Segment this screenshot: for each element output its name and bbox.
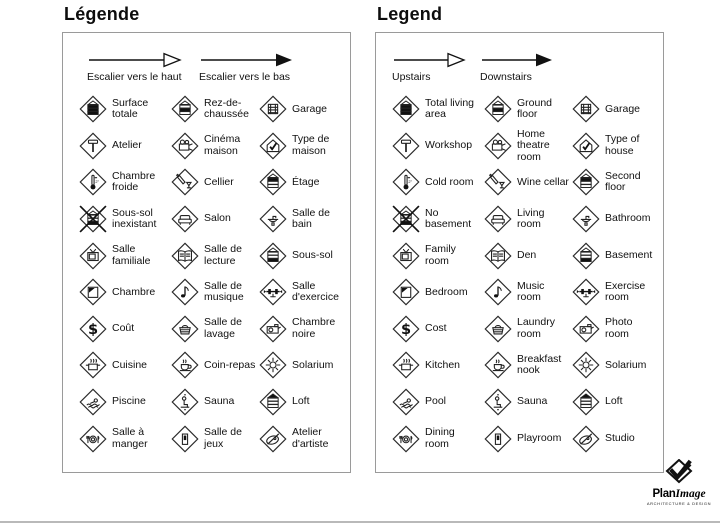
legend-item-label: Surface totale bbox=[112, 96, 149, 121]
legend-item-label: Sous-sol inexistant bbox=[112, 206, 157, 231]
legend-item-label: Cuisine bbox=[112, 358, 148, 371]
legend-item-label: Cinéma maison bbox=[204, 133, 241, 157]
legend-item-label: Salle familiale bbox=[112, 243, 151, 267]
legend-item-label: Exercise room bbox=[605, 279, 646, 304]
legend-item bbox=[171, 237, 259, 274]
legend-item bbox=[259, 311, 349, 348]
floors-top-icon bbox=[259, 168, 287, 196]
downstairs-arrow-icon bbox=[199, 51, 295, 69]
sun-icon bbox=[259, 351, 287, 379]
garage-icon bbox=[259, 95, 287, 123]
legend-grid-french bbox=[79, 91, 350, 457]
camera-icon bbox=[259, 315, 287, 343]
barbell-icon bbox=[572, 278, 600, 306]
legend-item bbox=[259, 420, 349, 457]
legend-item-label: Salle d'exercice bbox=[292, 279, 339, 304]
legend-item bbox=[484, 91, 572, 128]
legend-item-label: Atelier d'artiste bbox=[292, 426, 329, 450]
legend-item bbox=[484, 311, 572, 348]
legend-item bbox=[484, 128, 572, 165]
downstairs-arrow-item bbox=[199, 51, 295, 83]
upstairs-arrow-label: Upstairs bbox=[392, 71, 431, 83]
legend-item-label: Bathroom bbox=[605, 212, 651, 225]
legend-item-label: Workshop bbox=[425, 139, 473, 152]
legend-item-label: Cellier bbox=[204, 175, 234, 188]
upstairs-arrow-icon bbox=[392, 51, 466, 69]
legend-item bbox=[79, 164, 171, 201]
arrows-row-french bbox=[87, 51, 350, 83]
hammer-icon bbox=[392, 132, 420, 160]
legend-item bbox=[171, 347, 259, 384]
legend-item bbox=[259, 201, 349, 238]
legend-item bbox=[259, 91, 349, 128]
legend-item bbox=[259, 384, 349, 421]
floors-bottom-icon bbox=[259, 242, 287, 270]
cup-icon bbox=[484, 351, 512, 379]
upstairs-arrow-item bbox=[87, 51, 183, 83]
legend-item bbox=[572, 274, 662, 311]
legend-item-label: Laundry room bbox=[517, 316, 555, 340]
legend-item bbox=[572, 384, 662, 421]
legend-item-label: Chambre froide bbox=[112, 169, 156, 194]
dining-icon bbox=[79, 425, 107, 453]
legend-item-label: Salon bbox=[204, 212, 231, 225]
upstairs-arrow-item bbox=[392, 51, 466, 83]
legend-item bbox=[572, 311, 662, 348]
legend-item bbox=[79, 201, 171, 238]
floors-all-icon bbox=[392, 95, 420, 123]
sauna-icon bbox=[484, 388, 512, 416]
svg-text:2°: 2° bbox=[408, 179, 413, 185]
music-note-icon bbox=[484, 278, 512, 306]
legend-item-label: Salle à manger bbox=[112, 426, 148, 450]
planimage-tagline: ARCHITECTURE & DESIGN bbox=[646, 501, 712, 506]
upstairs-arrow-label: Escalier vers le haut bbox=[87, 71, 182, 83]
legend-item bbox=[572, 91, 662, 128]
legend-item bbox=[171, 164, 259, 201]
legend-item-label: Playroom bbox=[517, 431, 562, 444]
legend-item bbox=[392, 164, 484, 201]
sink-icon bbox=[259, 205, 287, 233]
legend-item-label: Type de maison bbox=[292, 133, 330, 157]
legend-item bbox=[484, 274, 572, 311]
legend-item-label: Bedroom bbox=[425, 285, 468, 298]
legend-item bbox=[484, 237, 572, 274]
projector-icon bbox=[171, 132, 199, 160]
legend-item bbox=[484, 420, 572, 457]
floors-roof-icon bbox=[259, 388, 287, 416]
washer-icon bbox=[171, 315, 199, 343]
legend-item bbox=[171, 311, 259, 348]
legend-item bbox=[392, 384, 484, 421]
legend-item-label: Living room bbox=[517, 206, 545, 231]
thermometer-icon bbox=[392, 168, 420, 196]
legend-item bbox=[79, 384, 171, 421]
legend-item-label: Den bbox=[517, 248, 537, 261]
book-icon bbox=[171, 242, 199, 270]
floors-roof-icon bbox=[572, 388, 600, 416]
legend-item bbox=[572, 164, 662, 201]
brand-plan: Plan bbox=[652, 488, 676, 500]
legend-item-label: Salle de lavage bbox=[204, 316, 242, 340]
svg-text:$: $ bbox=[400, 322, 412, 339]
legend-item bbox=[392, 347, 484, 384]
barbell-icon bbox=[259, 278, 287, 306]
legend-item bbox=[484, 347, 572, 384]
legend-item-label: Family room bbox=[425, 243, 456, 267]
upstairs-arrow-icon bbox=[87, 51, 183, 69]
palette-icon bbox=[259, 425, 287, 453]
bed-icon bbox=[79, 278, 107, 306]
floors-bottom-icon bbox=[572, 242, 600, 270]
legend-item bbox=[171, 274, 259, 311]
wine-icon bbox=[171, 168, 199, 196]
pot-icon bbox=[79, 351, 107, 379]
panel-title-english: Legend bbox=[377, 4, 443, 24]
legend-item bbox=[259, 347, 349, 384]
legend-item bbox=[259, 128, 349, 165]
garage-icon bbox=[572, 95, 600, 123]
legend-item-label: Music room bbox=[517, 279, 545, 304]
legend-item bbox=[171, 420, 259, 457]
legend-item bbox=[171, 384, 259, 421]
downstairs-arrow-label: Downstairs bbox=[480, 71, 532, 83]
legend-item bbox=[484, 384, 572, 421]
bed-icon bbox=[392, 278, 420, 306]
legend-item bbox=[171, 91, 259, 128]
legend-item-label: Sous-sol bbox=[292, 248, 333, 261]
legend-item-label: Dining room bbox=[425, 426, 455, 450]
legend-item-label: Coût bbox=[112, 322, 135, 335]
legend-item bbox=[572, 420, 662, 457]
domino-icon bbox=[171, 425, 199, 453]
legend-item-label: Piscine bbox=[112, 395, 146, 408]
legend-item-label: Garage bbox=[292, 102, 328, 115]
legend-item bbox=[79, 274, 171, 311]
legend-item bbox=[79, 420, 171, 457]
legend-item bbox=[79, 91, 171, 128]
diamond-check-icon bbox=[664, 459, 694, 491]
legend-item bbox=[572, 128, 662, 165]
downstairs-arrow-icon bbox=[480, 51, 554, 69]
camera-icon bbox=[572, 315, 600, 343]
legend-item-label: Sauna bbox=[517, 395, 548, 408]
legend-item-label: Photo room bbox=[605, 316, 633, 340]
legend-item bbox=[79, 311, 171, 348]
swimmer-icon bbox=[392, 388, 420, 416]
legend-item-label: Rez-de-chaussée bbox=[204, 96, 249, 121]
legend-item-label: Breakfast nook bbox=[517, 352, 562, 377]
legend-item bbox=[392, 237, 484, 274]
projector-icon bbox=[484, 132, 512, 160]
legend-item-label: Solarium bbox=[605, 358, 647, 371]
legend-item-label: Atelier bbox=[112, 139, 142, 152]
legend-item-label: Solarium bbox=[292, 358, 334, 371]
floors-top-icon bbox=[572, 168, 600, 196]
sofa-icon bbox=[171, 205, 199, 233]
planimage-brand bbox=[640, 489, 718, 500]
hammer-icon bbox=[79, 132, 107, 160]
no-basement-icon bbox=[392, 205, 420, 233]
planimage-logo bbox=[640, 459, 718, 506]
dollar-icon bbox=[392, 315, 420, 343]
legend-item-label: Sauna bbox=[204, 395, 235, 408]
legend-item bbox=[572, 237, 662, 274]
legend-item bbox=[392, 128, 484, 165]
dollar-icon bbox=[79, 315, 107, 343]
sauna-icon bbox=[171, 388, 199, 416]
legend-item bbox=[392, 201, 484, 238]
legend-item-label: Cold room bbox=[425, 175, 474, 188]
no-basement-icon bbox=[79, 205, 107, 233]
legend-item-label: Ground floor bbox=[517, 96, 553, 121]
svg-text:2°: 2° bbox=[95, 179, 100, 185]
legend-item bbox=[572, 347, 662, 384]
book-icon bbox=[484, 242, 512, 270]
legend-item-label: Type of house bbox=[605, 133, 640, 157]
legend-item-label: Cost bbox=[425, 322, 447, 335]
house-check-icon bbox=[259, 132, 287, 160]
legend-item-label: Salle de bain bbox=[292, 206, 330, 231]
legend-grid-english bbox=[392, 91, 663, 457]
legend-item-label: Salle de musique bbox=[204, 279, 244, 304]
legend-item bbox=[79, 237, 171, 274]
svg-text:$: $ bbox=[87, 322, 99, 339]
floors-middle-icon bbox=[484, 95, 512, 123]
legend-item-label: Salle de jeux bbox=[204, 426, 242, 450]
legend-item bbox=[259, 164, 349, 201]
thermometer-icon bbox=[79, 168, 107, 196]
legend-item-label: Total living area bbox=[425, 96, 475, 121]
sofa-icon bbox=[484, 205, 512, 233]
arrows-row-english bbox=[392, 51, 663, 83]
legend-box-english bbox=[375, 32, 664, 473]
panel-title-french: Légende bbox=[64, 4, 140, 24]
legend-item bbox=[572, 201, 662, 238]
music-note-icon bbox=[171, 278, 199, 306]
domino-icon bbox=[484, 425, 512, 453]
legend-item-label: Pool bbox=[425, 395, 447, 408]
legend-item bbox=[392, 274, 484, 311]
legend-item bbox=[171, 201, 259, 238]
legend-item bbox=[79, 128, 171, 165]
downstairs-arrow-label: Escalier vers le bas bbox=[199, 71, 291, 83]
legend-item-label: Chambre bbox=[112, 285, 156, 298]
brand-image: Image bbox=[675, 488, 706, 500]
legend-item bbox=[259, 237, 349, 274]
tv-icon bbox=[79, 242, 107, 270]
legend-item-label: Second floor bbox=[605, 169, 641, 194]
legend-box-french bbox=[62, 32, 351, 473]
floors-middle-icon bbox=[171, 95, 199, 123]
legend-item-label: Salle de lecture bbox=[204, 243, 242, 267]
legend-item bbox=[392, 311, 484, 348]
legend-item-label: Loft bbox=[605, 395, 623, 408]
legend-item-label: Loft bbox=[292, 395, 310, 408]
pot-icon bbox=[392, 351, 420, 379]
dining-icon bbox=[392, 425, 420, 453]
legend-item-label: Studio bbox=[605, 431, 635, 444]
house-check-icon bbox=[572, 132, 600, 160]
legend-item-label: Chambre noire bbox=[292, 316, 336, 340]
legend-item-label: Étage bbox=[292, 175, 320, 188]
washer-icon bbox=[484, 315, 512, 343]
swimmer-icon bbox=[79, 388, 107, 416]
legend-item-label: Garage bbox=[605, 102, 641, 115]
legend-item bbox=[392, 91, 484, 128]
legend-item bbox=[79, 347, 171, 384]
legend-item-label: No basement bbox=[425, 206, 472, 231]
sink-icon bbox=[572, 205, 600, 233]
cup-icon bbox=[171, 351, 199, 379]
legend-item bbox=[259, 274, 349, 311]
downstairs-arrow-item bbox=[480, 51, 554, 83]
legend-item bbox=[171, 128, 259, 165]
legend-item bbox=[484, 164, 572, 201]
floors-all-icon bbox=[79, 95, 107, 123]
legend-item-label: Home theatre room bbox=[517, 127, 550, 163]
panel-french bbox=[62, 4, 351, 473]
legend-item bbox=[484, 201, 572, 238]
palette-icon bbox=[572, 425, 600, 453]
tv-icon bbox=[392, 242, 420, 270]
sun-icon bbox=[572, 351, 600, 379]
legend-item-label: Kitchen bbox=[425, 358, 461, 371]
legend-item-label: Basement bbox=[605, 248, 653, 261]
legend-item-label: Coin-repas bbox=[204, 358, 256, 371]
wine-icon bbox=[484, 168, 512, 196]
legend-item-label: Wine cellar bbox=[517, 175, 569, 188]
panel-english bbox=[375, 4, 664, 473]
legend-item bbox=[392, 420, 484, 457]
